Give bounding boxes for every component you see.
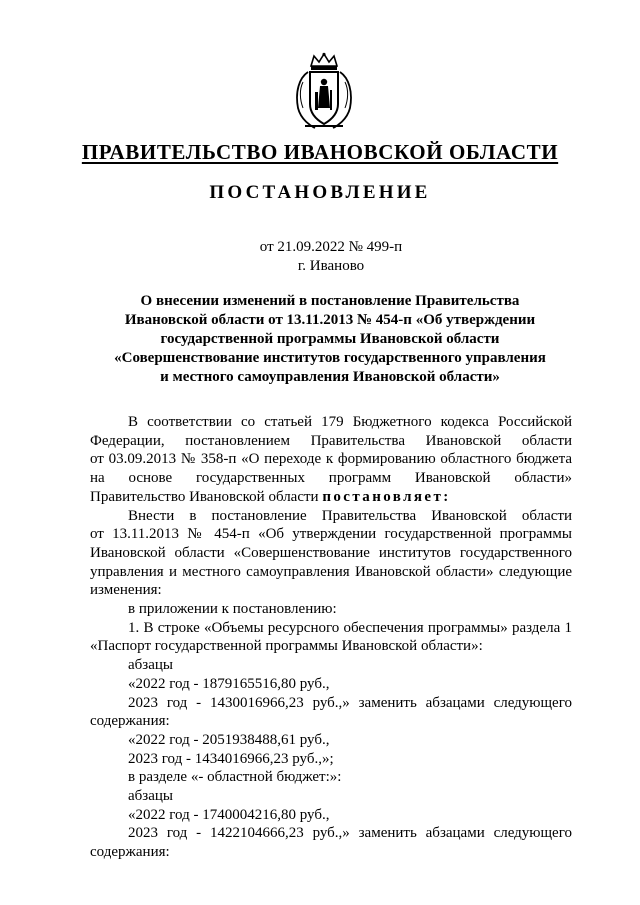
subject-line: «Совершенствование институтов государственного управления	[114, 350, 546, 366]
body-line: «2022 год - 2051938488,61 руб.,	[128, 731, 330, 748]
body-line: 2023 год - 1434016966,23 руб.,»;	[128, 750, 334, 767]
ivanovo-coat-of-arms-icon	[293, 52, 355, 132]
body-line: в разделе «- областной бюджет:»:	[128, 769, 342, 786]
body-line: содержания:	[90, 713, 170, 730]
subject-line: и местного самоуправления Ивановской области»	[160, 369, 500, 385]
resolves-word: постановляет:	[322, 488, 451, 505]
document-subject	[90, 292, 570, 387]
body-line: управления и местного самоуправления Ивановской области» следующие	[90, 563, 572, 580]
body-line: содержания:	[90, 844, 170, 861]
body-line: Ивановской области «Совершенствование институтов государственного	[90, 544, 572, 561]
body-line: в приложении к постановлению:	[128, 601, 337, 618]
body-line: 2023 год - 1430016966,23 руб.,» заменить абзацами следующего	[128, 694, 572, 711]
body-line: «2022 год - 1740004216,80 руб.,	[128, 806, 330, 823]
body-line: В соответствии со статьей 179 Бюджетного кодекса Российской	[128, 414, 572, 430]
body-line: на основе государственных программ Ивановской области»	[90, 470, 572, 487]
document-kind: ПОСТАНОВЛЕНИЕ	[209, 182, 431, 203]
document-meta	[0, 238, 640, 276]
body-line: изменения:	[90, 582, 162, 599]
body-line: абзацы	[128, 788, 173, 805]
subject-line: государственной программы Ивановской области	[160, 331, 500, 347]
body-line: Федерации, постановлением Правительства Ивановской области	[90, 432, 572, 449]
government-title: ПРАВИТЕЛЬСТВО ИВАНОВСКОЙ ОБЛАСТИ	[81, 140, 559, 164]
body-line: Внести в постановление Правительства Ивановской области	[128, 507, 572, 524]
city: г. Иваново	[297, 258, 365, 274]
body-line: 1. В строке «Объемы ресурсного обеспечения программы» раздела 1	[128, 619, 572, 636]
body-line: от 03.09.2013 № 358-п «О переходе к формированию областного бюджета	[90, 451, 572, 468]
body-line: абзацы	[128, 657, 173, 674]
body-text: Правительство Ивановской области	[90, 488, 319, 505]
document-body	[90, 413, 572, 862]
subject-line: О внесении изменений в постановление Правительства	[140, 293, 520, 309]
body-line: от 13.11.2013 № 454-п «Об утверждении государственной программы	[90, 526, 572, 543]
subject-line: Ивановской области от 13.11.2013 № 454-п «Об утверждении	[124, 312, 536, 328]
body-line: 2023 год - 1422104666,23 руб.,» заменить абзацами следующего	[128, 825, 572, 842]
date-number: от 21.09.2022 № 499-п	[259, 239, 403, 255]
body-line: «2022 год - 1879165516,80 руб.,	[128, 675, 330, 692]
body-line	[90, 488, 572, 507]
body-line: «Паспорт государственной программы Ивановской области»:	[90, 638, 483, 655]
